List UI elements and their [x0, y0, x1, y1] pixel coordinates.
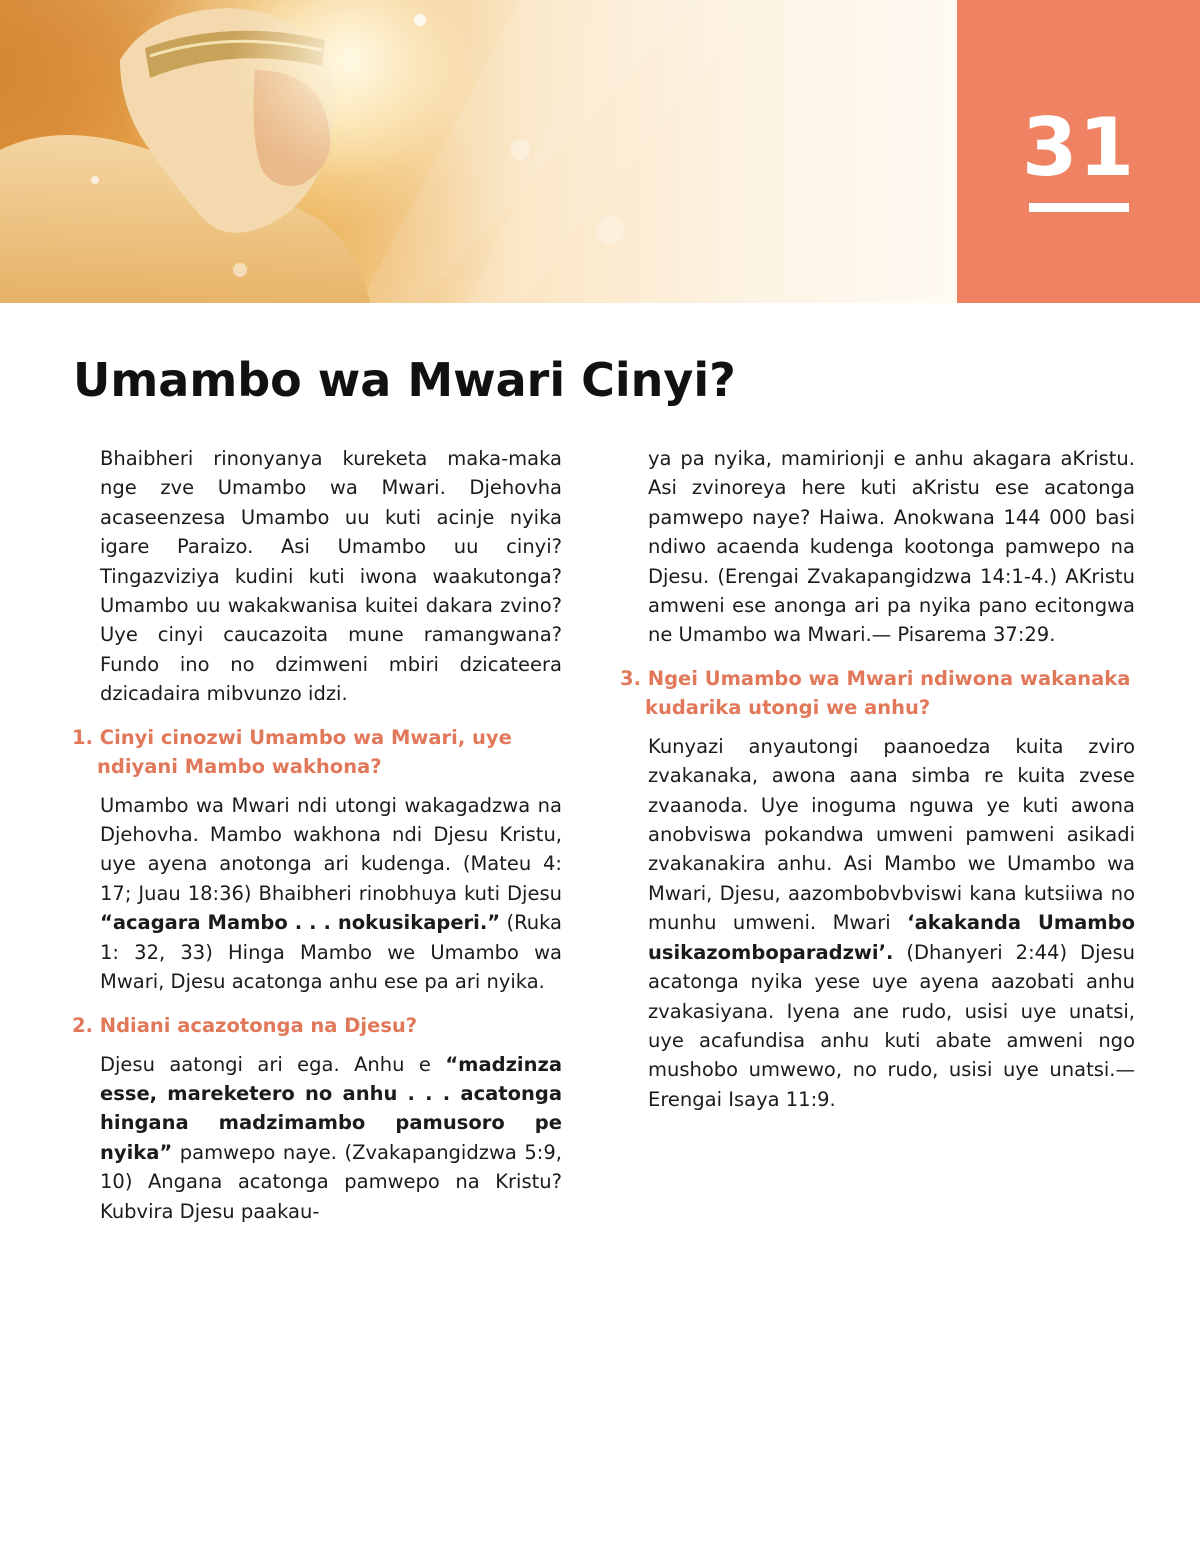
- answer-2-quote: “madzinza esse, mareketero no anhu . . . acatonga hingana madzimambo pamusoro pe nyika”: [100, 1052, 562, 1164]
- answer-1: [100, 791, 562, 997]
- right-column: [620, 444, 1135, 1114]
- question-3-number: 3.: [620, 666, 641, 690]
- answer-3-text: Kunyazi anyautongi paanoedza kuita zviro zvakanaka, awona aana simba re kuita zvese zvaanoda. Uye inoguma nguwa ye kuti awona anobviswa pokandwa umweni pamweni asikadi zvakanakira anhu. Asi Mambo we Umambo wa Mwari, Djesu, aazombobvbviswi kana kutsiiwa no munhu umweni. Mwari: [648, 734, 1135, 935]
- answer-2-text: Djesu aatongi ari ega. Anhu e: [100, 1052, 446, 1076]
- question-2: [72, 1011, 562, 1040]
- king-figure-image: [0, 0, 957, 303]
- left-column: [72, 444, 562, 1226]
- question-1-number: 1.: [72, 725, 93, 749]
- answer-3-text-end: (Dhanyeri 2:44) Djesu acatonga nyika yese uye ayena aazobati anhu zvakasiyana. Iyena ane rudo, usisi uye unatsi, uye acafundisa anhu kuti abate amweni ngo mushobo umwewo, no rudo, usisi uye unatsi.—Erengai Isaya 11:9.: [648, 940, 1135, 1111]
- question-1: [72, 723, 562, 781]
- answer-3: [648, 732, 1135, 1114]
- chapter-rule: [1029, 203, 1129, 212]
- banner-illustration: [0, 0, 957, 303]
- answer-2-part-2: [648, 444, 1135, 650]
- answer-2-part-1: [100, 1050, 562, 1226]
- chapter-number: 31: [1021, 101, 1136, 194]
- answer-1-text: Umambo wa Mwari ndi utongi wakagadzwa na Djehovha. Mambo wakhona ndi Djesu Kristu, uye ayena anotonga ari kudenga. (Mateu 4: 17; Juau 18:36) Bhaibheri rinobhuya kuti Djesu: [100, 793, 562, 905]
- answer-2-text-end: pamwepo naye. (Zvakapangidzwa 5:9, 10) Angana acatonga pamwepo na Kristu? Kubvira Djesu paakau-: [100, 1140, 562, 1223]
- chapter-badge: [957, 0, 1200, 303]
- answer-1-text-end: (Ruka 1: 32, 33) Hinga Mambo we Umambo wa Mwari, Djesu acatonga anhu ese pa ari nyika.: [100, 911, 562, 994]
- question-1-text: Cinyi cinozwi Umambo wa Mwari, uye ndiyani Mambo wakhona?: [97, 725, 512, 778]
- answer-2-continued: ya pa nyika, mamirionji e anhu akagara aKristu. Asi zvinoreya here kuti aKristu ese acatonga pamwepo naye? Haiwa. Anokwana 144 000 basi ndiwo acaenda kudenga kootonga pamwepo na Djesu. (Erengai Zvakapangidzwa 14:1-4.) AKristu amweni ese anonga ari pa nyika pano ecitongwa ne Umambo wa Mwari.— Pisarema 37:29.: [648, 447, 1135, 647]
- question-3-text: Ngei Umambo wa Mwari ndiwona wakanaka kudarika utongi we anhu?: [645, 666, 1131, 719]
- question-2-text: Ndiani acazotonga na Djesu?: [99, 1013, 418, 1037]
- answer-3-quote: ‘akakanda Umambo usikazomboparadzwi’.: [648, 911, 1135, 964]
- answer-1-quote: “acagara Mambo . . . nokusikaperi.”: [100, 911, 501, 935]
- question-3: [620, 664, 1135, 722]
- page-title: Umambo wa Mwari Cinyi?: [73, 353, 736, 407]
- question-2-number: 2.: [72, 1013, 93, 1037]
- intro-paragraph: Bhaibheri rinonyanya kureketa maka-maka nge zve Umambo wa Mwari. Djehovha acaseenzesa Umambo uu kuti acinje nyika igare Paraizo. Asi Umambo uu cinyi? Tingazviziya kudini kuti iwona waakutonga? Umambo uu wakakwanisa kuitei dakara zvino? Uye cinyi caucazoita mune ramangwana? Fundo ino no dzimweni mbiri dzicateera dzicadaira mibvunzo idzi.: [100, 447, 562, 706]
